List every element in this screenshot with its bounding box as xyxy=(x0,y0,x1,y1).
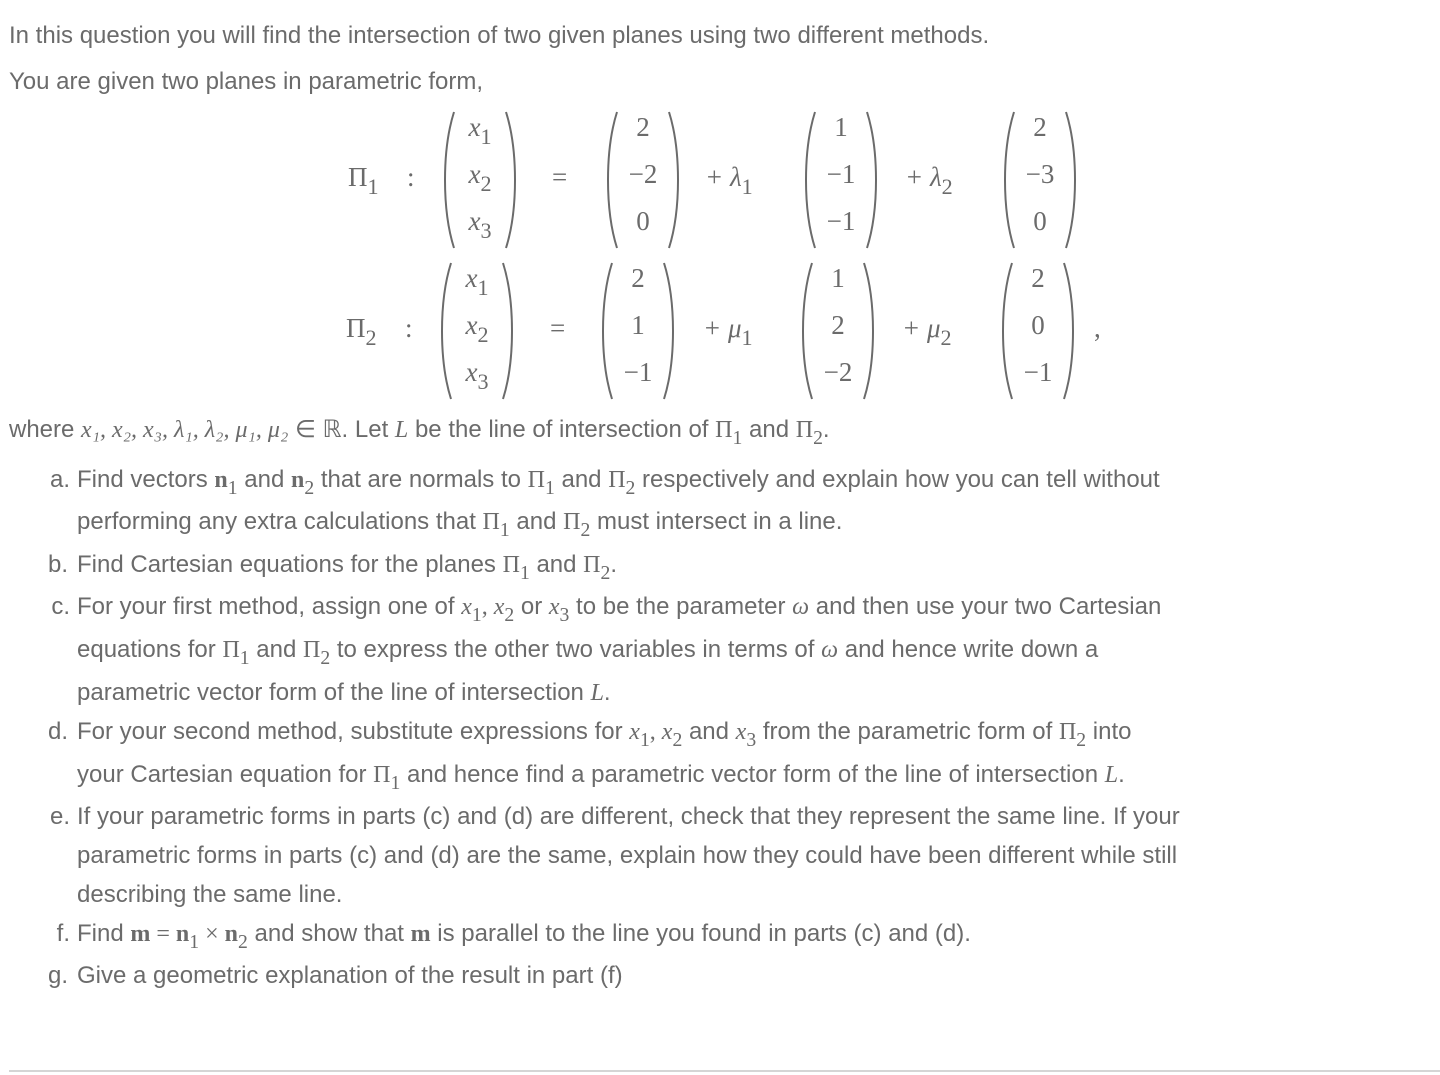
plane-2-param-2: + $\mu_2$ xyxy=(902,313,952,351)
plane-2-param-1: + $\mu_1$ xyxy=(703,313,753,351)
plane-2-lhs-vector: $x_1$ $x_2$ $x_3$ xyxy=(437,261,517,401)
plane-2-direction-2: 2 0 −1 xyxy=(998,261,1078,401)
where-line: where x₁, x₂, x₃, λ₁, λ₂, μ₁, μ₂ ∈ ℝ. Let L be the line of intersection of $\Pi_1$ and $\Pi_2$. xyxy=(9,416,830,450)
plane-2-direction-1: 1 2 −2 xyxy=(798,261,878,401)
bottom-divider xyxy=(9,1070,1440,1072)
where-variables: x₁, x₂, x₃, λ₁, λ₂, μ₁, μ₂ xyxy=(81,417,289,443)
intro-line-1: In this question you will find the intersection of two given planes using two different methods. xyxy=(9,22,990,49)
intro-line-2: You are given two planes in parametric form, xyxy=(9,68,484,95)
plane-1-equals: = xyxy=(552,162,568,192)
plane-2-point-vector: 2 1 −1 xyxy=(598,261,678,401)
plane-1-direction-2: 2 −3 0 xyxy=(1000,110,1080,250)
plane-2-label: $\Pi_2$ xyxy=(346,313,377,351)
plane-1-label: $\Pi_1$ xyxy=(348,162,379,200)
plane-1-param-2: + $\lambda_2$ xyxy=(905,162,953,200)
plane-2-colon: : xyxy=(405,313,413,343)
plane-1-param-1: + $\lambda_1$ xyxy=(705,162,753,200)
plane-1-lhs-vector: $x_1$ $x_2$ $x_3$ xyxy=(440,110,520,250)
plane-2-trailing-comma: , xyxy=(1094,313,1101,343)
plane-2-equals: = xyxy=(550,313,566,343)
plane-1-direction-1: 1 −1 −1 xyxy=(801,110,881,250)
plane-1-colon: : xyxy=(407,162,415,192)
plane-1-point-vector: 2 −2 0 xyxy=(603,110,683,250)
